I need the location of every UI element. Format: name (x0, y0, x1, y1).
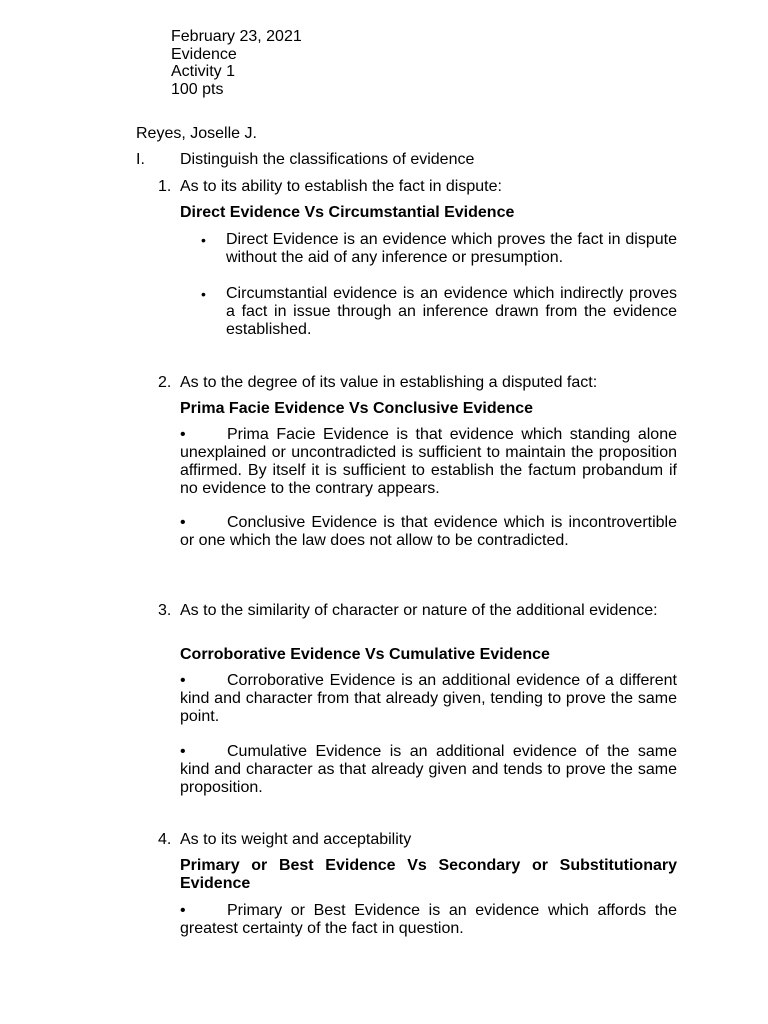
item-3-bullet-2 (180, 743, 677, 797)
item-3-bullet-1 (180, 672, 677, 726)
item-4-question: As to its weight and acceptability (180, 831, 412, 848)
bullet-text: Cumulative Evidence is an additional evidence of the same kind and character as that already given and tends to prove the same proposition. (180, 743, 677, 796)
student-name: Reyes, Joselle J. (136, 125, 257, 142)
bullet-icon: • (180, 514, 186, 531)
item-2-question: As to the degree of its value in establishing a disputed fact: (180, 374, 598, 391)
header-subject: Evidence (171, 45, 237, 63)
item-3-question: As to the similarity of character or nature of the additional evidence: (180, 602, 658, 619)
bullet-icon: • (180, 902, 186, 919)
bullet-icon: • (180, 743, 186, 760)
document-header (171, 28, 302, 98)
bullet-text: Circumstantial evidence is an evidence which indirectly proves a fact in issue through an inference drawn from the evidence established. (226, 285, 677, 338)
bullet-text: Conclusive Evidence is that evidence which is incontrovertible or one which the law does not allow to be contradicted. (180, 514, 677, 549)
item-3-number: 3. (158, 602, 172, 619)
bullet-text: Prima Facie Evidence is that evidence which standing alone unexplained or uncontradicted is sufficient to maintain the proposition affirmed. By itself it is sufficient to establish the factum probandum if no evidence to the contrary appears. (180, 426, 677, 497)
item-4-heading: Primary or Best Evidence Vs Secondary or Substitutionary Evidence (180, 857, 677, 892)
item-3-heading: Corroborative Evidence Vs Cumulative Evidence (180, 646, 550, 663)
bullet-text: Direct Evidence is an evidence which proves the fact in dispute without the aid of any inference or presumption. (226, 231, 677, 266)
bullet-icon: • (180, 672, 186, 689)
section-numeral: I. (136, 151, 145, 168)
item-4-number: 4. (158, 831, 172, 848)
item-4-bullet-1 (180, 902, 677, 938)
bullet-text: Corroborative Evidence is an additional evidence of a different kind and character from that already given, tending to prove the same point. (180, 672, 677, 725)
bullet-icon: • (201, 232, 206, 248)
header-points: 100 pts (171, 80, 224, 98)
item-1-question: As to its ability to establish the fact in dispute: (180, 178, 502, 195)
bullet-icon: • (201, 286, 206, 302)
bullet-icon: • (180, 426, 186, 443)
item-2-bullet-2 (180, 514, 677, 550)
item-1-number: 1. (158, 178, 172, 195)
item-1-heading: Direct Evidence Vs Circumstantial Evidence (180, 204, 515, 221)
section-title: Distinguish the classifications of evidence (180, 151, 475, 168)
header-activity: Activity 1 (171, 63, 236, 80)
bullet-text: Primary or Best Evidence is an evidence which affords the greatest certainty of the fact in question. (180, 902, 677, 937)
item-2-heading: Prima Facie Evidence Vs Conclusive Evidence (180, 400, 534, 417)
header-date: February 23, 2021 (171, 28, 302, 45)
item-2-bullet-1 (180, 426, 677, 498)
item-2-number: 2. (158, 374, 172, 391)
